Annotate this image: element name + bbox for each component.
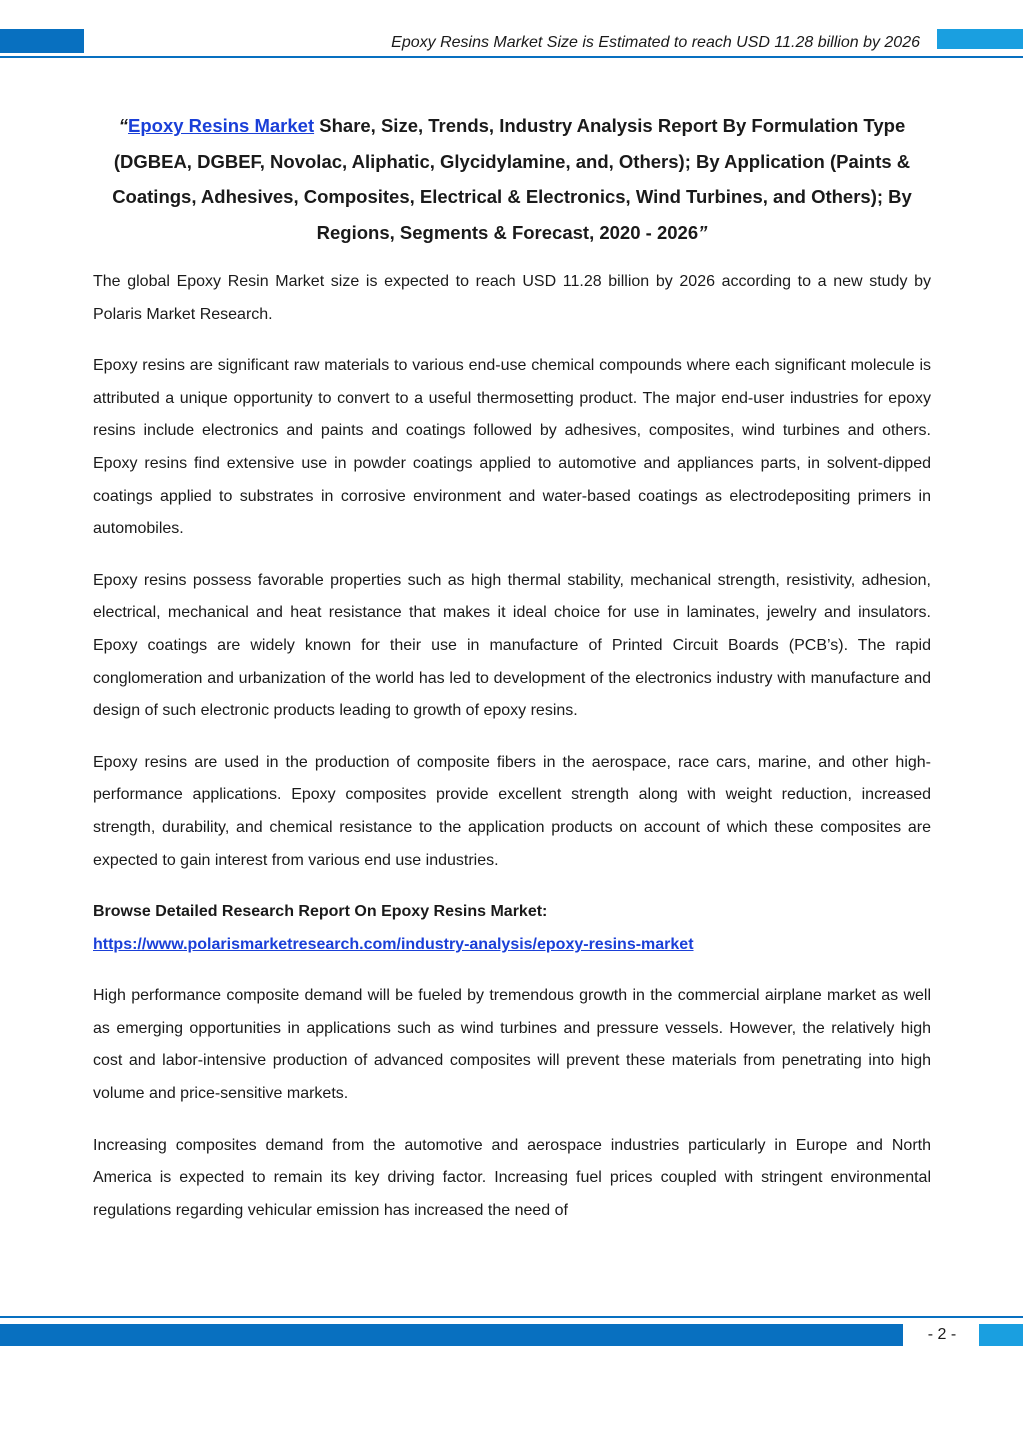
paragraph: Epoxy resins possess favorable properties such as high thermal stability, mechanical strength, resistivity, adhesion, electrical, mechanical and heat resistance that makes it ideal choice for use in laminates, jewelry and insulators. Epoxy coatings are widely known for their use in manufacture of Printed Circuit Boards (PCB’s). The rapid conglomeration and urbanization of the world has led to development of the electronics industry with manufacture and design of such electronic products leading to growth of epoxy resins.	[93, 571, 931, 720]
footer-bar	[0, 1324, 903, 1346]
header-title: Epoxy Resins Market Size is Estimated to reach USD 11.28 billion by 2026	[391, 34, 920, 51]
header-divider	[0, 56, 1023, 58]
page-number: - 2 -	[927, 1326, 957, 1343]
paragraph: High performance composite demand will be fueled by tremendous growth in the commercial airplane market as well as emerging opportunities in applications such as wind turbines and pressure vessels. However, the relatively high cost and labor-intensive production of advanced composites will prevent these materials from penetrating into high volume and price-sensitive markets.	[93, 987, 931, 1103]
browse-section	[93, 896, 931, 961]
paragraph: Increasing composites demand from the automotive and aerospace industries particularly in Europe and North America is expected to remain its key driving factor. Increasing fuel prices coupled with stringent environmental regulations regarding vehicular emission has increased the need of	[93, 1136, 931, 1219]
report-title	[93, 108, 931, 250]
footer-accent-right	[979, 1324, 1023, 1346]
paragraph: Epoxy resins are used in the production of composite fibers in the aerospace, race cars, marine, and other high-performance applications. Epoxy composites provide excellent strength along with weight reduction, increased strength, durability, and chemical resistance to the application products on account of which these composites are expected to gain interest from various end use industries.	[93, 753, 931, 869]
report-title-text: Share, Size, Trends, Industry Analysis Report By Formulation Type (DGBEA, DGBEF, Novolac, Aliphatic, Glycidylamine, and, Others); By Application (Paints & Coatings, Adhesives, Composites, Electrical & Electronics, Wind Turbines, and Others); By Regions, Segments & Forecast, 2020 - 2026	[112, 115, 912, 243]
paragraph: Epoxy resins are significant raw materials to various end-use chemical compounds where each significant molecule is attributed a unique opportunity to convert to a useful thermosetting product. The major end-user industries for epoxy resins include electronics and paints and coatings followed by adhesives, composites, wind turbines and others. Epoxy resins find extensive use in powder coatings applied to automotive and appliances parts, in solvent-dipped coatings applied to substrates in corrosive environment and water-based coatings as electrodepositing primers in automobiles.	[93, 357, 931, 538]
close-quote: ”	[698, 221, 708, 243]
header-accent-right	[937, 29, 1023, 49]
report-url-link[interactable]: https://www.polarismarketresearch.com/industry-analysis/epoxy-resins-market	[93, 935, 694, 953]
open-quote: “	[118, 115, 129, 136]
header-accent-left	[0, 29, 84, 53]
document-body	[93, 108, 931, 1246]
footer-divider	[0, 1316, 1023, 1318]
paragraph: The global Epoxy Resin Market size is expected to reach USD 11.28 billion by 2026 according to a new study by Polaris Market Research.	[93, 273, 931, 323]
report-title-link[interactable]: Epoxy Resins Market	[128, 115, 315, 136]
browse-label: Browse Detailed Research Report On Epoxy Resins Market:	[93, 903, 548, 921]
